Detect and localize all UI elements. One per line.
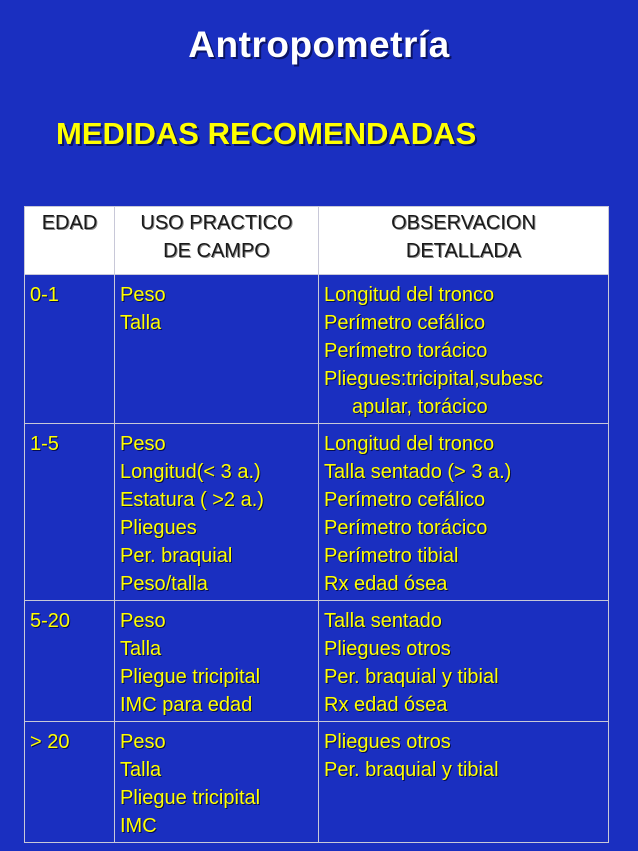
- table-row: [25, 722, 609, 843]
- practical-item: Peso: [120, 284, 166, 306]
- cell-practical: [115, 424, 319, 601]
- header-line: DETALLADA: [405, 240, 522, 262]
- detailed-item: Pliegues:tricipital,subesc: [324, 368, 543, 390]
- practical-item: Talla: [120, 759, 162, 781]
- cell-detailed: [319, 275, 609, 424]
- table-header-row: [25, 207, 609, 275]
- detailed-item: Rx edad ósea: [324, 694, 448, 716]
- detailed-item: Perímetro cefálico: [324, 312, 486, 334]
- table-row: [25, 424, 609, 601]
- detailed-item: Longitud del tronco: [324, 433, 495, 455]
- detailed-item: Pliegues otros: [324, 638, 451, 660]
- practical-item: Per. braquial: [120, 545, 233, 567]
- cell-practical: [115, 601, 319, 722]
- cell-practical: [115, 275, 319, 424]
- detailed-item: apular, torácico: [352, 396, 488, 418]
- detailed-item: Perímetro tibial: [324, 545, 459, 567]
- header-uso-practico: [115, 207, 319, 275]
- practical-item: Peso: [120, 731, 166, 753]
- practical-item: IMC para edad: [120, 694, 253, 716]
- detailed-item: Per. braquial y tibial: [324, 666, 499, 688]
- cell-detailed: [319, 424, 609, 601]
- header-line: DE CAMPO: [163, 240, 270, 262]
- practical-item: Peso: [120, 610, 166, 632]
- cell-age: [25, 722, 115, 843]
- detailed-item: Perímetro cefálico: [324, 489, 486, 511]
- page-title: Antropometría: [188, 24, 450, 65]
- detailed-item: Pliegues otros: [324, 731, 451, 753]
- cell-detailed: [319, 601, 609, 722]
- detailed-item: Perímetro torácico: [324, 517, 488, 539]
- header-edad: [25, 207, 115, 275]
- age-label: 5-20: [30, 610, 71, 632]
- detailed-item: Rx edad ósea: [324, 573, 448, 595]
- age-label: > 20: [30, 731, 70, 753]
- practical-item: Peso: [120, 433, 166, 455]
- measures-table: [24, 206, 609, 843]
- header-line: OBSERVACION: [391, 212, 536, 234]
- header-line: EDAD: [41, 212, 98, 234]
- detailed-item: Talla sentado: [324, 610, 442, 632]
- table-row: [25, 601, 609, 722]
- practical-item: Pliegue tricipital: [120, 787, 261, 809]
- practical-item: Pliegues: [120, 517, 197, 539]
- section-subtitle: MEDIDAS RECOMENDADAS: [56, 116, 477, 151]
- table-row: [25, 275, 609, 424]
- practical-item: Longitud(< 3 a.): [120, 461, 261, 483]
- age-label: 0-1: [30, 284, 59, 306]
- practical-item: Talla: [120, 638, 162, 660]
- cell-detailed: [319, 722, 609, 843]
- practical-item: Talla: [120, 312, 162, 334]
- practical-item: Estatura ( >2 a.): [120, 489, 264, 511]
- cell-age: [25, 424, 115, 601]
- practical-item: Peso/talla: [120, 573, 208, 595]
- detailed-item: Talla sentado (> 3 a.): [324, 461, 512, 483]
- practical-item: IMC: [120, 815, 157, 837]
- cell-practical: [115, 722, 319, 843]
- header-observacion: [319, 207, 609, 275]
- cell-age: [25, 275, 115, 424]
- detailed-item: Longitud del tronco: [324, 284, 495, 306]
- cell-age: [25, 601, 115, 722]
- age-label: 1-5: [30, 433, 59, 455]
- detailed-item: Perímetro torácico: [324, 340, 488, 362]
- practical-item: Pliegue tricipital: [120, 666, 261, 688]
- detailed-item: Per. braquial y tibial: [324, 759, 499, 781]
- header-line: USO PRACTICO: [140, 212, 293, 234]
